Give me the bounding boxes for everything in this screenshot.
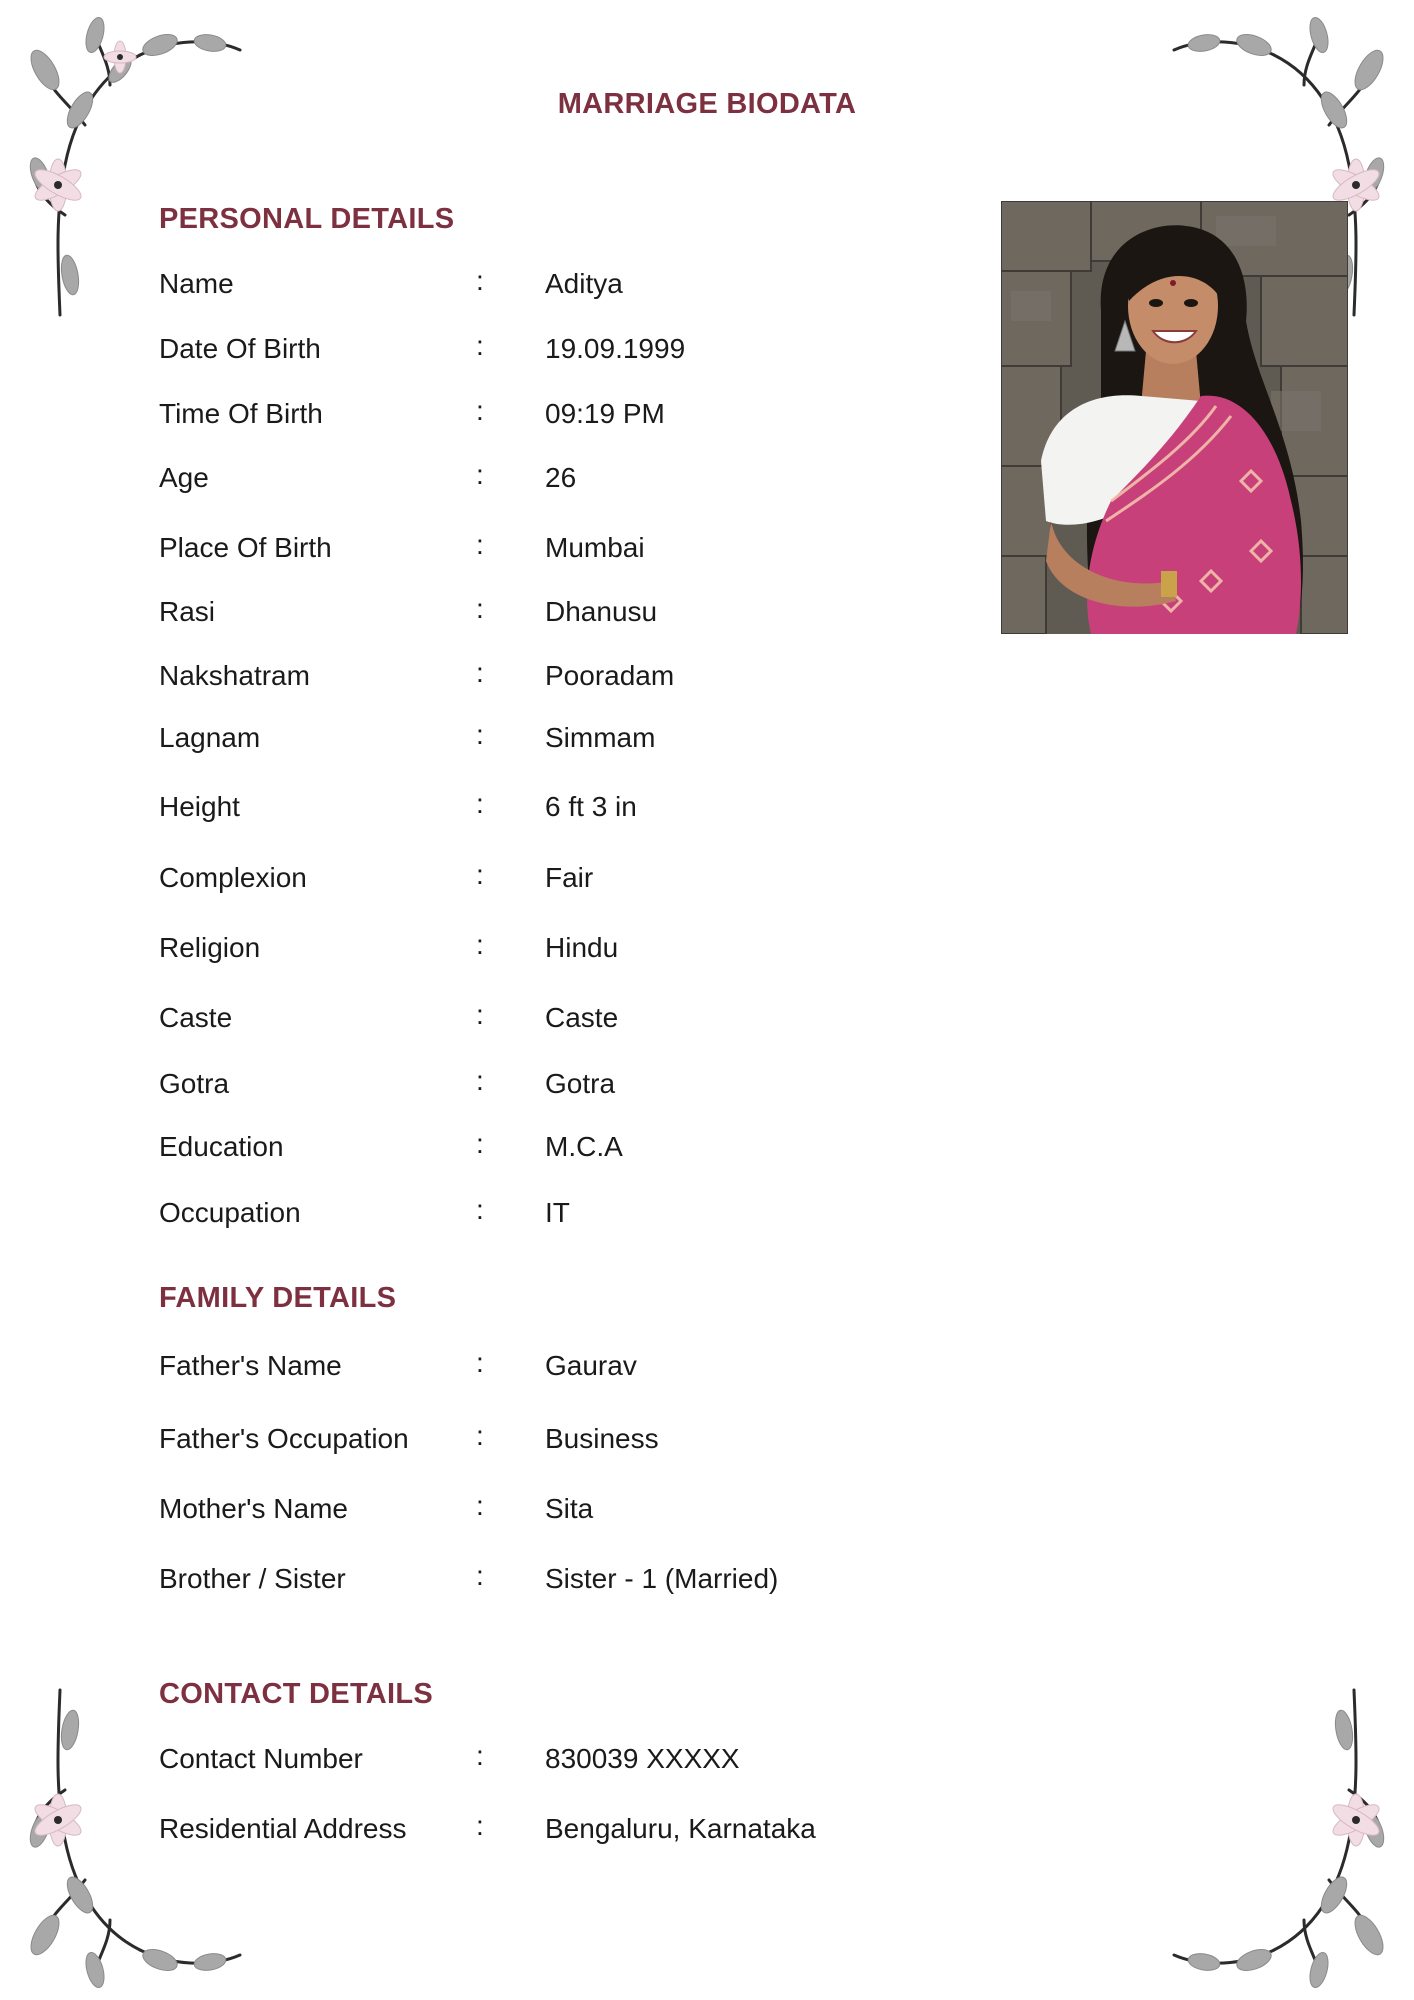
detail-label: Religion bbox=[159, 932, 261, 963]
detail-value: Fair bbox=[545, 862, 594, 893]
detail-separator: : bbox=[476, 1347, 484, 1378]
detail-row-occupation bbox=[0, 1194, 1414, 1237]
detail-label: Contact Number bbox=[159, 1743, 363, 1774]
detail-separator: : bbox=[476, 1194, 484, 1225]
detail-value: Mumbai bbox=[545, 532, 645, 563]
profile-photo bbox=[1001, 201, 1348, 634]
detail-row-contact-number bbox=[0, 1740, 1414, 1783]
detail-label: Brother / Sister bbox=[159, 1563, 346, 1594]
detail-label: Complexion bbox=[159, 862, 307, 893]
detail-value: Bengaluru, Karnataka bbox=[545, 1813, 816, 1844]
detail-separator: : bbox=[476, 1490, 484, 1521]
detail-row-education bbox=[0, 1128, 1414, 1171]
detail-value: Pooradam bbox=[545, 660, 675, 691]
detail-value: IT bbox=[545, 1197, 570, 1228]
detail-row-gotra bbox=[0, 1065, 1414, 1108]
detail-separator: : bbox=[476, 265, 484, 296]
detail-label: Height bbox=[159, 791, 240, 822]
detail-separator: : bbox=[476, 1128, 484, 1159]
contact-details-heading: CONTACT DETAILS bbox=[159, 1678, 434, 1710]
detail-separator: : bbox=[476, 1420, 484, 1451]
detail-value: Sister - 1 (Married) bbox=[545, 1563, 779, 1594]
detail-value: 09:19 PM bbox=[545, 398, 665, 429]
detail-separator: : bbox=[476, 529, 484, 560]
detail-label: Residential Address bbox=[159, 1813, 407, 1844]
detail-value: M.C.A bbox=[545, 1131, 623, 1162]
detail-label: Nakshatram bbox=[159, 660, 310, 691]
detail-value: Caste bbox=[545, 1002, 619, 1033]
detail-separator: : bbox=[476, 788, 484, 819]
detail-separator: : bbox=[476, 395, 484, 426]
detail-row-siblings bbox=[0, 1560, 1414, 1603]
detail-value: 19.09.1999 bbox=[545, 333, 686, 364]
detail-separator: : bbox=[476, 929, 484, 960]
detail-separator: : bbox=[476, 719, 484, 750]
detail-value: 26 bbox=[545, 462, 577, 493]
detail-separator: : bbox=[476, 1810, 484, 1841]
detail-value: Sita bbox=[545, 1493, 594, 1524]
detail-label: Place Of Birth bbox=[159, 532, 332, 563]
detail-value: Dhanusu bbox=[545, 596, 658, 627]
detail-value: Simmam bbox=[545, 722, 656, 753]
detail-separator: : bbox=[476, 999, 484, 1030]
detail-row-complexion bbox=[0, 859, 1414, 902]
detail-row-caste bbox=[0, 999, 1414, 1042]
detail-row-nakshatram bbox=[0, 657, 1414, 700]
detail-label: Age bbox=[159, 462, 209, 493]
detail-label: Caste bbox=[159, 1002, 233, 1033]
detail-row-height bbox=[0, 788, 1414, 831]
detail-row-residential-address bbox=[0, 1810, 1414, 1853]
detail-value: 830039 XXXXX bbox=[545, 1743, 740, 1774]
detail-separator: : bbox=[476, 593, 484, 624]
detail-separator: : bbox=[476, 330, 484, 361]
page-title: MARRIAGE BIODATA bbox=[557, 88, 857, 120]
detail-label: Date Of Birth bbox=[159, 333, 321, 364]
detail-label: Lagnam bbox=[159, 722, 261, 753]
detail-separator: : bbox=[476, 459, 484, 490]
detail-value: Gaurav bbox=[545, 1350, 637, 1381]
detail-value: Aditya bbox=[545, 268, 623, 299]
detail-value: Business bbox=[545, 1423, 659, 1454]
detail-label: Occupation bbox=[159, 1197, 301, 1228]
family-details-heading: FAMILY DETAILS bbox=[159, 1282, 397, 1314]
detail-separator: : bbox=[476, 859, 484, 890]
detail-label: Mother's Name bbox=[159, 1493, 348, 1524]
detail-label: Time Of Birth bbox=[159, 398, 323, 429]
detail-row-religion bbox=[0, 929, 1414, 972]
detail-label: Gotra bbox=[159, 1068, 230, 1099]
detail-value: Gotra bbox=[545, 1068, 616, 1099]
detail-label: Education bbox=[159, 1131, 284, 1162]
detail-separator: : bbox=[476, 657, 484, 688]
detail-row-mothers-name bbox=[0, 1490, 1414, 1533]
detail-separator: : bbox=[476, 1740, 484, 1771]
detail-value: Hindu bbox=[545, 932, 619, 963]
personal-details-heading: PERSONAL DETAILS bbox=[159, 203, 455, 235]
detail-label: Father's Name bbox=[159, 1350, 342, 1381]
detail-label: Father's Occupation bbox=[159, 1423, 409, 1454]
detail-label: Name bbox=[159, 268, 234, 299]
detail-value: 6 ft 3 in bbox=[545, 791, 637, 822]
detail-row-lagnam bbox=[0, 719, 1414, 762]
detail-label: Rasi bbox=[159, 596, 216, 627]
detail-separator: : bbox=[476, 1065, 484, 1096]
detail-separator: : bbox=[476, 1560, 484, 1591]
detail-row-fathers-occupation bbox=[0, 1420, 1414, 1463]
detail-row-fathers-name bbox=[0, 1347, 1414, 1390]
